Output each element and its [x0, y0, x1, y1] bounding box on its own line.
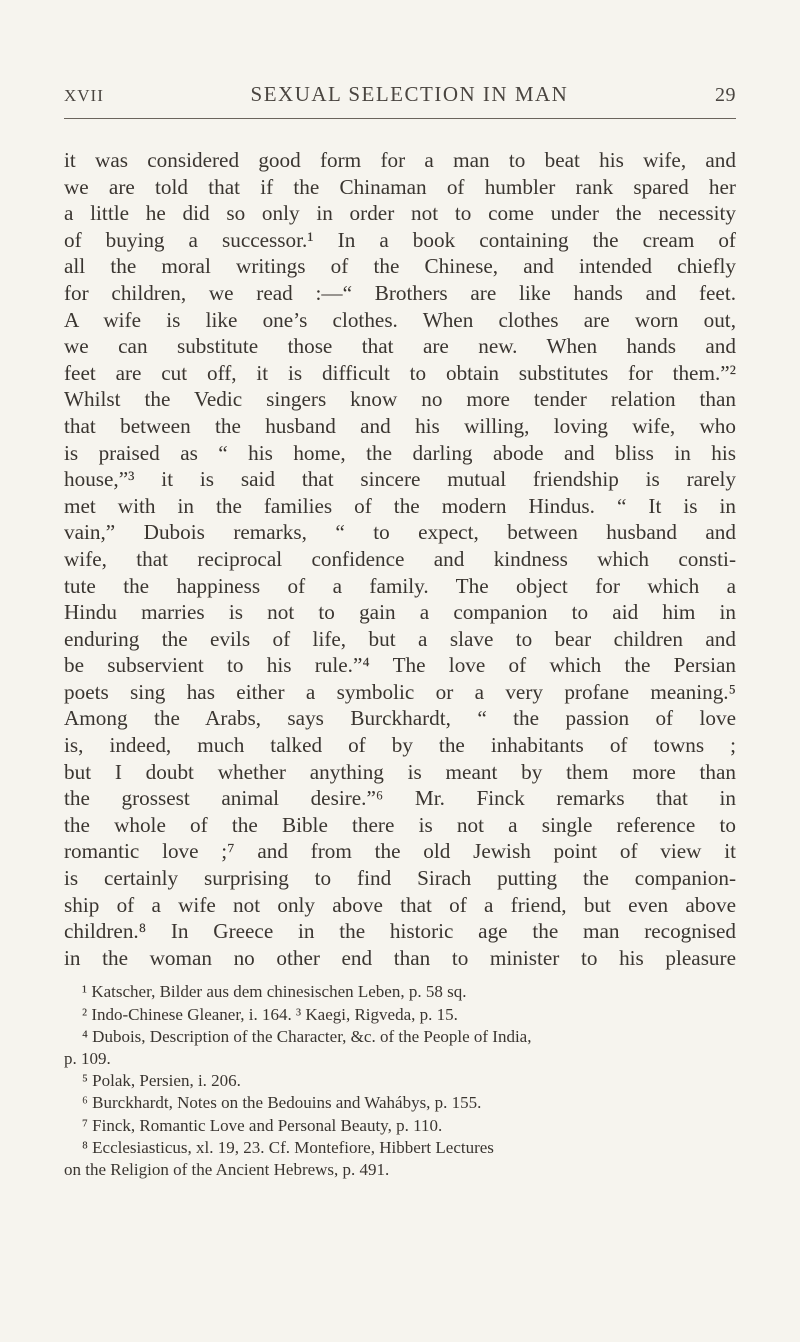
body-line: tute the happiness of a family. The object for which a: [64, 573, 736, 598]
body-line: feet are cut off, it is difficult to obtain substitutes for them.”²: [64, 360, 736, 385]
page-number: 29: [715, 84, 736, 106]
running-head: [64, 82, 736, 112]
running-title: SEXUAL SELECTION IN MAN: [250, 82, 569, 106]
footnote: ⁴ Dubois, Description of the Character, &c. of the People of India,: [82, 1026, 532, 1046]
body-line: is praised as “ his home, the darling abode and bliss in his: [64, 440, 736, 465]
body-line: A wife is like one’s clothes. When clothes are worn out,: [64, 307, 736, 332]
body-line: Hindu marries is not to gain a companion to aid him in: [64, 600, 736, 625]
body-line: in the woman no other end than to minister to his pleasure: [64, 945, 736, 970]
body-line: but I doubt whether anything is meant by them more than: [64, 759, 736, 784]
body-line: vain,” Dubois remarks, “ to expect, between husband and: [64, 520, 736, 545]
footnote: ⁶ Burckhardt, Notes on the Bedouins and Wahábys, p. 155.: [82, 1093, 482, 1113]
body-line: for children, we read :—“ Brothers are like hands and feet.: [64, 280, 736, 305]
body-line: be subservient to his rule.”⁴ The love of which the Persian: [64, 653, 736, 678]
footnote: ⁸ Ecclesiasticus, xl. 19, 23. Cf. Montefiore, Hibbert Lectures: [82, 1137, 494, 1157]
body-line: house,”³ it is said that sincere mutual friendship is rarely: [64, 467, 736, 492]
body-line: Whilst the Vedic singers know no more tender relation than: [64, 387, 736, 412]
body-line: that between the husband and his willing, loving wife, who: [64, 413, 736, 438]
body-line: ship of a wife not only above that of a friend, but even above: [64, 892, 736, 917]
footnote: ⁵ Polak, Persien, i. 206.: [82, 1071, 241, 1091]
body-line: Among the Arabs, says Burckhardt, “ the passion of love: [64, 706, 736, 731]
footnote: ⁷ Finck, Romantic Love and Personal Beauty, p. 110.: [82, 1115, 443, 1135]
body-line: poets sing has either a symbolic or a very profane meaning.⁵: [64, 679, 736, 704]
footnote: ² Indo-Chinese Gleaner, i. 164. ³ Kaegi, Rigveda, p. 15.: [82, 1004, 458, 1024]
body-line: the grossest animal desire.”⁶ Mr. Finck remarks that in: [64, 786, 736, 811]
footnotes: [64, 981, 736, 1181]
body-line: of buying a successor.¹ In a book containing the cream of: [64, 227, 736, 252]
chapter-number: XVII: [64, 86, 104, 105]
book-page: [64, 82, 736, 1181]
body-line: children.⁸ In Greece in the historic age the man recognised: [64, 919, 736, 944]
body-line: wife, that reciprocal confidence and kindness which consti-: [64, 546, 736, 571]
footnote-continuation: on the Religion of the Ancient Hebrews, p. 491.: [64, 1160, 390, 1180]
body-line: is, indeed, much talked of by the inhabitants of towns ;: [64, 733, 736, 758]
body-text: [64, 147, 736, 971]
body-line: a little he did so only in order not to come under the necessity: [64, 201, 736, 226]
body-line: it was considered good form for a man to beat his wife, and: [64, 148, 736, 172]
body-line: romantic love ;⁷ and from the old Jewish point of view it: [64, 839, 736, 864]
body-line: we can substitute those that are new. When hands and: [64, 334, 736, 359]
footnote-continuation: p. 109.: [64, 1049, 111, 1069]
body-line: we are told that if the Chinaman of humbler rank spared her: [64, 174, 736, 199]
footnote: ¹ Katscher, Bilder aus dem chinesischen Leben, p. 58 sq.: [82, 982, 467, 1002]
header-rule: [64, 118, 736, 119]
body-line: enduring the evils of life, but a slave to bear children and: [64, 626, 736, 651]
body-line: is certainly surprising to find Sirach putting the companion-: [64, 866, 736, 891]
body-line: all the moral writings of the Chinese, and intended chiefly: [64, 254, 736, 279]
body-line: the whole of the Bible there is not a single reference to: [64, 812, 736, 837]
body-line: met with in the families of the modern Hindus. “ It is in: [64, 493, 736, 518]
